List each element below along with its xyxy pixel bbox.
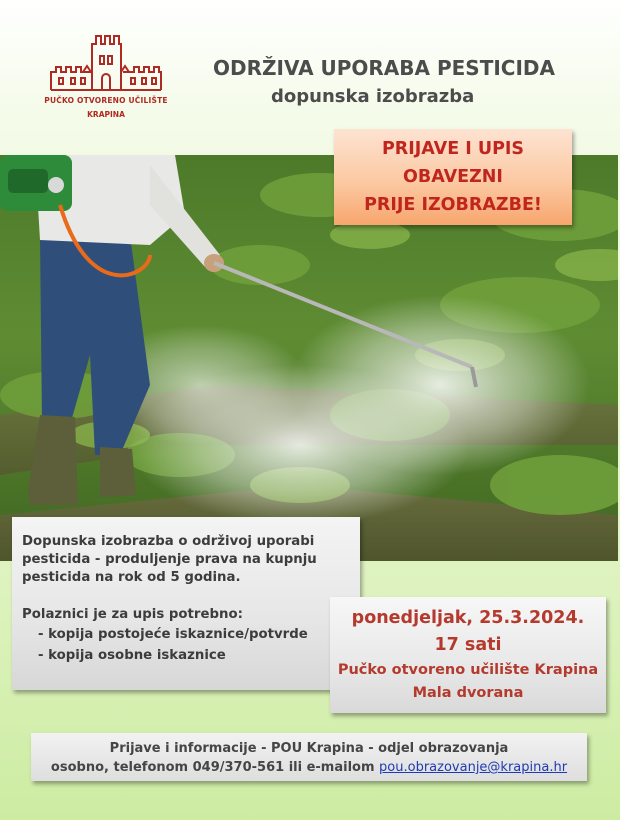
page-subtitle: dopunska izobrazba (271, 86, 475, 107)
email-link[interactable]: pou.obrazovanje@krapina.hr (379, 760, 568, 775)
event-date: ponedjeljak, 25.3.2024. (351, 608, 585, 628)
institution-logo (44, 30, 168, 126)
requirement-item: - kopija osobne iskaznice (38, 648, 226, 663)
registration-notice (334, 129, 572, 225)
course-description: Dopunska izobrazba o održivoj uporabi pesticida - produljenje prava na kupnju pesticida na rok od 5 godina. (22, 534, 317, 585)
event-details-box (330, 597, 606, 713)
notice-line-3: PRIJE IZOBRAZBE! (364, 195, 542, 215)
logo-name-line: PUČKO OTVORENO UČILIŠTE (44, 96, 168, 105)
event-room: Mala dvorana (412, 685, 524, 701)
castle-icon (47, 30, 165, 92)
contact-line-1: Prijave i informacije - POU Krapina - odjel obrazovanja (109, 741, 509, 756)
logo-city-line: KRAPINA (87, 110, 125, 119)
contact-line-2 (31, 758, 587, 777)
contact-footer (31, 733, 587, 781)
page-title: ODRŽIVA UPORABA PESTICIDA (213, 56, 555, 80)
event-time: 17 sati (434, 635, 502, 655)
event-venue: Pučko otvoreno učilište Krapina (337, 662, 599, 678)
notice-line-1: PRIJAVE I UPIS (381, 139, 525, 159)
notice-line-2: OBAVEZNI (403, 167, 503, 187)
requirements-label: Polaznici je za upis potrebno: (22, 607, 243, 622)
contact-methods: osobno, telefonom 049/370-561 ili e-mailom (50, 760, 380, 775)
requirement-item: - kopija postojeće iskaznice/potvrde (38, 627, 308, 642)
course-info-box (12, 517, 360, 690)
